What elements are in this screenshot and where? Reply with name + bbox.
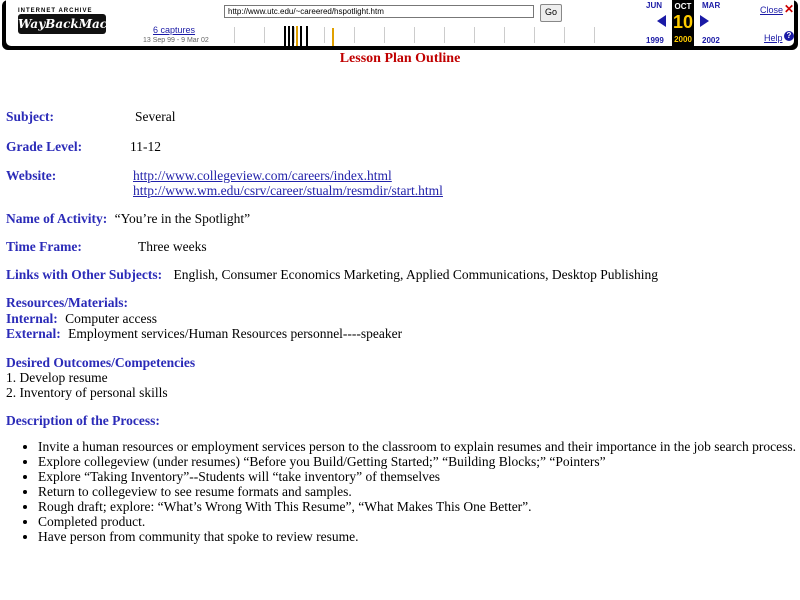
next-month-link[interactable]: MAR <box>702 1 721 10</box>
sparkline-year-tick <box>504 27 505 43</box>
list-item: • Invite a human resources or employment services person to the classroom to explain resumes and their importance in the job search process. <box>38 439 800 454</box>
sparkline-year-tick <box>414 27 415 43</box>
current-year: 2000 <box>674 35 692 44</box>
sparkline-year-tick <box>444 27 445 43</box>
sparkline-year-tick <box>564 27 565 43</box>
capture-bar-current <box>296 26 298 46</box>
capture-bar <box>284 26 286 46</box>
wayback-toolbar <box>2 0 798 50</box>
outcomes-row <box>6 355 195 370</box>
list-item: • Rough draft; explore: “What’s Wrong With This Resume”, “What Makes This One Better”. <box>38 499 800 514</box>
sparkline-year-tick <box>264 27 265 43</box>
current-day: 10 <box>672 12 694 32</box>
sparkline-year-tick <box>294 27 295 43</box>
sparkline-year-tick <box>354 27 355 43</box>
wayback-logo[interactable]: WayBackMachine <box>18 14 106 34</box>
close-link[interactable]: Close <box>760 5 784 15</box>
prev-capture-arrow-icon[interactable] <box>657 15 666 27</box>
outcome-item: 2. Inventory of personal skills <box>6 385 168 400</box>
capture-sparkline[interactable] <box>224 24 626 46</box>
time-value: Three weeks <box>138 239 207 254</box>
list-item: • Completed product. <box>38 514 800 529</box>
list-item: • Return to collegeview to see resume formats and samples. <box>38 484 800 499</box>
captures-link[interactable]: 6 captures <box>153 25 196 35</box>
links-value: English, Consumer Economics Marketing, Applied Communications, Desktop Publishing <box>173 267 659 282</box>
internal-value: Computer access <box>65 311 157 326</box>
url-input[interactable]: http://www.utc.edu/~careered/hspotlight.htm <box>224 5 534 18</box>
activity-value: “You’re in the Spotlight” <box>114 211 251 226</box>
outcomes-label: Desired Outcomes/Competencies <box>6 355 196 370</box>
current-capture-date <box>672 0 694 46</box>
external-value: Employment services/Human Resources personnel----speaker <box>68 326 403 341</box>
prev-year-link[interactable]: 1999 <box>646 36 664 45</box>
activity-row <box>6 211 250 226</box>
external-row <box>6 326 402 341</box>
grade-value: 11-12 <box>130 139 161 154</box>
capture-bar <box>288 26 290 46</box>
internal-row <box>6 311 157 326</box>
website-links <box>133 168 392 183</box>
internet-archive-label: INTERNET ARCHIVE <box>18 8 93 14</box>
website-links-2 <box>133 183 443 198</box>
list-item: • Explore collegeview (under resumes) “Before you Build/Getting Started;” “Building Blocks;” “Pointers” <box>38 454 800 469</box>
process-list <box>20 439 800 544</box>
capture-bar <box>300 26 302 46</box>
subject-label: Subject: <box>6 109 54 124</box>
links-label: Links with Other Subjects: <box>6 267 163 282</box>
sparkline-year-tick <box>534 27 535 43</box>
time-label: Time Frame: <box>6 239 82 254</box>
website-label: Website: <box>6 168 57 183</box>
sparkline-year-tick <box>594 27 595 43</box>
subject-value: Several <box>135 109 176 124</box>
go-button[interactable]: Go <box>540 4 562 22</box>
sparkline-year-tick <box>474 27 475 43</box>
sparkline-year-tick <box>234 27 235 43</box>
page-title: Lesson Plan Outline <box>339 51 461 66</box>
current-month: OCT <box>674 2 692 11</box>
list-item: • Explore “Taking Inventory”--Students will “take inventory” of themselves <box>38 469 800 484</box>
resources-label <box>6 295 128 310</box>
links-row <box>6 267 658 282</box>
website-link-wm[interactable]: http://www.wm.edu/csrv/career/stualm/resmdir/start.html <box>133 183 443 198</box>
grade-label: Grade Level: <box>6 139 83 154</box>
website-link-collegeview[interactable]: http://www.collegeview.com/careers/index.html <box>133 168 392 183</box>
capture-bar <box>332 28 334 46</box>
activity-label: Name of Activity: <box>6 211 108 226</box>
close-icon[interactable]: ✕ <box>784 2 795 16</box>
list-item: • Have person from community that spoke to review resume. <box>38 529 800 544</box>
sparkline-year-tick <box>384 27 385 43</box>
resources-heading: Resources/Materials: <box>6 295 128 310</box>
grade-row <box>6 139 82 154</box>
next-year-link[interactable]: 2002 <box>702 36 720 45</box>
wayback-toolbar-inner <box>6 0 794 46</box>
next-capture-arrow-icon[interactable] <box>700 15 709 27</box>
process-row <box>6 413 160 428</box>
subject-row <box>6 109 54 124</box>
help-icon[interactable]: ? <box>784 31 794 41</box>
sparkline-year-tick <box>324 27 325 43</box>
prev-month-link[interactable]: JUN <box>646 1 663 10</box>
process-label: Description of the Process: <box>6 413 160 428</box>
help-link[interactable]: Help <box>764 33 783 43</box>
capture-bar <box>306 26 308 46</box>
internal-label: Internal: <box>6 311 58 326</box>
outcome-item: 1. Develop resume <box>6 370 108 385</box>
capture-date-range: 13 Sep 99 - 9 Mar 02 <box>143 37 209 44</box>
website-row <box>6 168 56 183</box>
capture-bar <box>292 26 294 46</box>
external-label: External: <box>6 326 61 341</box>
time-row <box>6 239 82 254</box>
